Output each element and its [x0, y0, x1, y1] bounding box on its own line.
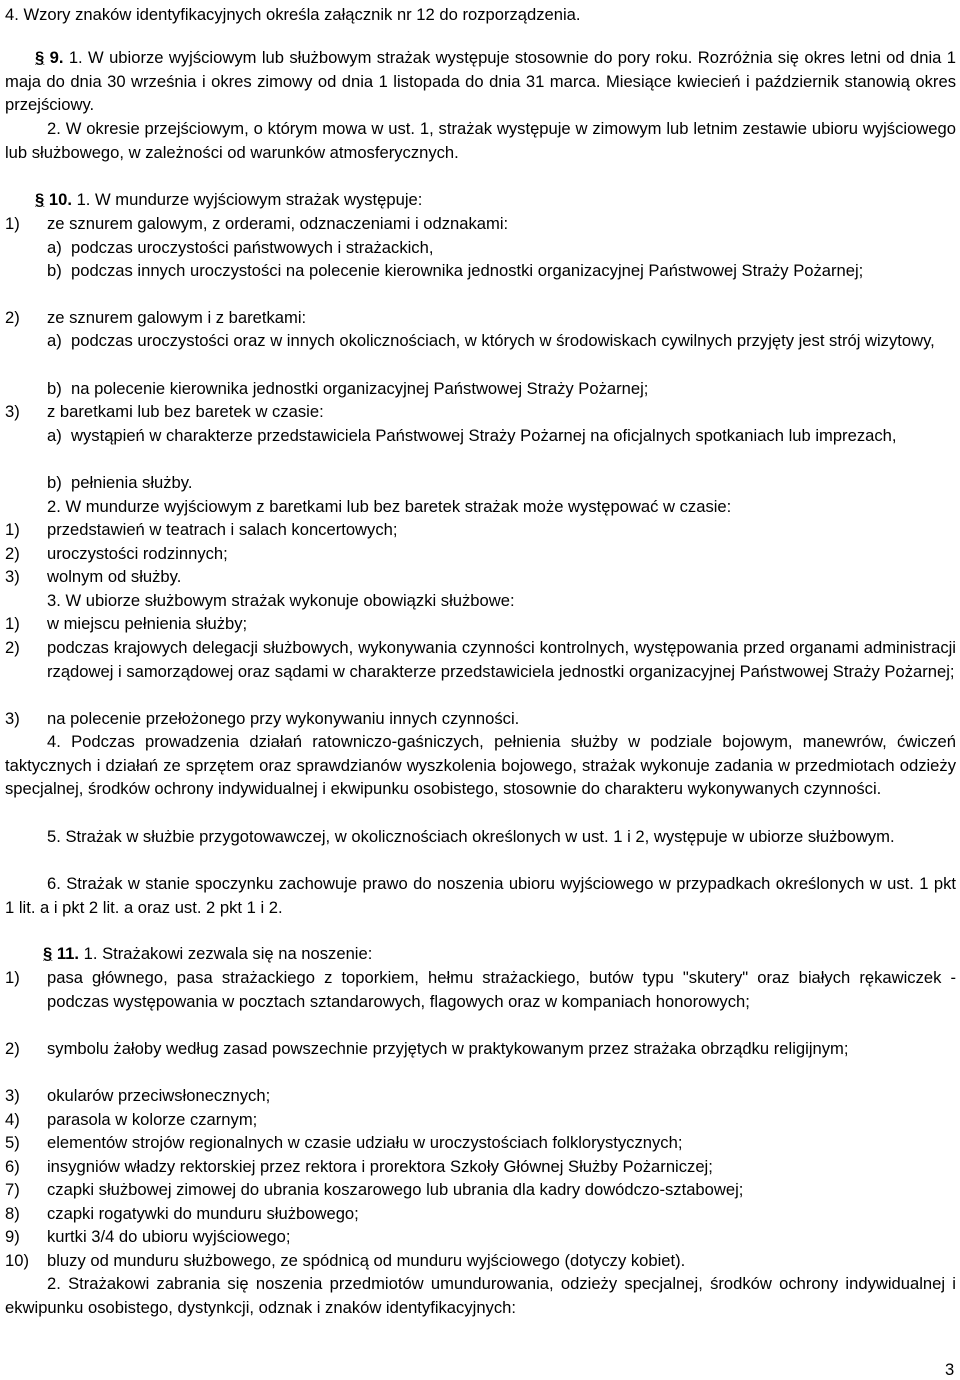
- section-10-intro: [5, 188, 956, 212]
- item-text: podczas krajowych delegacji służbowych, wykonywania czynności kontrolnych, występowania przed organami administracji rządowej i samorządowej oraz sądami w charakterze przedstawiciela jednostki organizacyjnej Państwowej Straży Pożarnej;: [47, 638, 956, 681]
- section-10-paragraph-4: 4. Podczas prowadzenia działań ratowniczo-gaśniczych, pełnienia służby w podziale bojowym, manewrów, ćwiczeń taktycznych i działań ze sprzętem oraz sprawdzianów wyszkolenia bojowego, strażak wykonuje zadania w przedmiotach odzieży specjalnej, środków ochrony indywidualnej i ekwipunku osobistego, stosownie do charakteru wykonywanych czynności.: [5, 732, 956, 799]
- item-text: insygniów władzy rektorskiej przez rektora i prorektora Szkoły Głównej Służby Pożarniczej;: [47, 1157, 713, 1176]
- item-text: okularów przeciwsłonecznych;: [47, 1086, 271, 1105]
- item-number: 2): [5, 308, 20, 327]
- item-text: ze sznurem galowym, z orderami, odznaczeniami i odznakami:: [47, 214, 509, 233]
- list-item: [5, 1178, 956, 1202]
- section-number: 9.: [49, 48, 64, 67]
- list-subitem: [47, 471, 956, 495]
- list-item: [5, 306, 956, 330]
- item-text: wolnym od służby.: [47, 567, 182, 586]
- paragraph-text: 1. W mundurze wyjściowym strażak występuje:: [76, 190, 423, 209]
- item-text: na polecenie przełożonego przy wykonywaniu innych czynności.: [47, 709, 520, 728]
- list-item: [5, 612, 956, 636]
- item-number: 1): [5, 968, 20, 987]
- list-item: [5, 1225, 956, 1249]
- item-text: przedstawień w teatrach i salach koncertowych;: [47, 520, 398, 539]
- list-item: [5, 1202, 956, 1226]
- list-subitem: [47, 329, 956, 353]
- paragraph-text: 1. W ubiorze wyjściowym lub służbowym strażak występuje stosownie do pory roku. Rozróżnia się okres letni od dnia 1 maja do dnia 30 września i okres zimowy od dnia 1 listopada do dnia 31 marca. Miesiące kwiecień i październik stanowią okres przejściowy.: [5, 48, 956, 115]
- item-number: 7): [5, 1180, 20, 1199]
- list-item: [5, 1084, 956, 1108]
- section-11-intro: [5, 942, 956, 966]
- list-item: [5, 542, 956, 566]
- item-text: podczas uroczystości państwowych i strażackich,: [71, 238, 434, 257]
- section-9-paragraph-2: 2. W okresie przejściowym, o którym mowa w ust. 1, strażak występuje w zimowym lub letnim zestawie ubioru wyjściowego lub służbowego, w zależności od warunków atmosferycznych.: [5, 119, 956, 162]
- item-text: podczas innych uroczystości na polecenie kierownika jednostki organizacyjnej Państwowej Straży Pożarnej;: [71, 261, 864, 280]
- item-number: 2): [5, 1039, 20, 1058]
- item-number: 1): [5, 520, 20, 539]
- item-text: ze sznurem galowym i z baretkami:: [47, 308, 307, 327]
- list-item: [5, 565, 956, 589]
- item-number: 3): [5, 567, 20, 586]
- item-text: czapki służbowej zimowej do ubrania koszarowego lub ubrania dla kadry dowódczo-sztabowej;: [47, 1180, 744, 1199]
- list-item: [5, 212, 956, 236]
- section-10-paragraph-3: 3. W ubiorze służbowym strażak wykonuje obowiązki służbowe:: [47, 591, 515, 610]
- section-11-paragraph-2: 2. Strażakowi zabrania się noszenia przedmiotów umundurowania, odzieży specjalnej, środków ochrony indywidualnej i ekwipunku osobistego, dystynkcji, odznak i znaków identyfikacyjnych:: [5, 1274, 956, 1317]
- list-item: [5, 1108, 956, 1132]
- item-letter: b): [47, 379, 62, 398]
- item-number: 2): [5, 638, 20, 657]
- item-number: 3): [5, 402, 20, 421]
- section-10-paragraph-5: 5. Strażak w służbie przygotowawczej, w okolicznościach określonych w ust. 1 i 2, występuje w ubiorze służbowym.: [47, 827, 895, 846]
- list-subitem: [47, 259, 956, 283]
- item-letter: a): [47, 331, 62, 350]
- list-item: [5, 636, 956, 683]
- item-text: czapki rogatywki do munduru służbowego;: [47, 1204, 359, 1223]
- paragraph-4: 4. Wzory znaków identyfikacyjnych określa załącznik nr 12 do rozporządzenia.: [5, 5, 581, 24]
- item-text: w miejscu pełnienia służby;: [47, 614, 248, 633]
- item-text: parasola w kolorze czarnym;: [47, 1110, 258, 1129]
- item-number: 3): [5, 1086, 20, 1105]
- list-item: [5, 400, 956, 424]
- item-text: podczas uroczystości oraz w innych okolicznościach, w których w środowiskach cywilnych przyjęty jest strój wizytowy,: [71, 331, 935, 350]
- item-text: z baretkami lub bez baretek w czasie:: [47, 402, 324, 421]
- page-number: 3: [945, 1360, 955, 1379]
- list-item: [5, 1037, 956, 1061]
- list-item: [5, 1249, 956, 1273]
- item-text: uroczystości rodzinnych;: [47, 544, 228, 563]
- item-text: kurtki 3/4 do ubioru wyjściowego;: [47, 1227, 291, 1246]
- list-item: [5, 966, 956, 1013]
- section-number: 10.: [48, 190, 72, 209]
- item-number: 9): [5, 1227, 20, 1246]
- item-text: elementów strojów regionalnych w czasie udziału w uroczystościach folklorystycznych;: [47, 1133, 683, 1152]
- list-item: [5, 707, 956, 731]
- item-number: 3): [5, 709, 20, 728]
- item-number: 4): [5, 1110, 20, 1129]
- item-number: 1): [5, 214, 20, 233]
- section-9-paragraph-1: [5, 46, 956, 117]
- item-letter: a): [47, 238, 62, 257]
- item-number: 1): [5, 614, 20, 633]
- item-text: pełnienia służby.: [71, 473, 193, 492]
- section-10-paragraph-2: 2. W mundurze wyjściowym z baretkami lub bez baretek strażak może występować w czasie:: [47, 497, 732, 516]
- section-10-paragraph-6: 6. Strażak w stanie spoczynku zachowuje prawo do noszenia ubioru wyjściowego w przypadkach określonych w ust. 1 pkt 1 lit. a i pkt 2 lit. a oraz ust. 2 pkt 1 i 2.: [5, 874, 956, 917]
- item-number: 8): [5, 1204, 20, 1223]
- list-item: [5, 1131, 956, 1155]
- section-symbol: §: [35, 48, 45, 67]
- item-text: pasa głównego, pasa strażackiego z toporkiem, hełmu strażackiego, butów typu "skutery" oraz białych rękawiczek - podczas występowania w pocztach sztandarowych, flagowych oraz w kompaniach honorowych;: [47, 968, 956, 1011]
- list-subitem: [47, 377, 956, 401]
- section-number: 11.: [56, 944, 80, 963]
- item-number: 5): [5, 1133, 20, 1152]
- section-symbol: §: [35, 190, 45, 209]
- paragraph-text: 1. Strażakowi zezwala się na noszenie:: [83, 944, 373, 963]
- list-item: [5, 518, 956, 542]
- list-subitem: [47, 236, 956, 260]
- item-number: 2): [5, 544, 20, 563]
- item-text: wystąpień w charakterze przedstawiciela Państwowej Straży Pożarnej na oficjalnych spotkaniach lub imprezach,: [71, 426, 897, 445]
- item-letter: a): [47, 426, 62, 445]
- item-letter: b): [47, 473, 62, 492]
- list-item: [5, 1155, 956, 1179]
- item-number: 10): [5, 1251, 29, 1270]
- section-symbol: §: [43, 944, 53, 963]
- item-text: na polecenie kierownika jednostki organizacyjnej Państwowej Straży Pożarnej;: [71, 379, 649, 398]
- item-letter: b): [47, 261, 62, 280]
- list-subitem: [47, 424, 956, 448]
- item-text: bluzy od munduru służbowego, ze spódnicą od munduru wyjściowego (dotyczy kobiet).: [47, 1251, 686, 1270]
- item-number: 6): [5, 1157, 20, 1176]
- item-text: symbolu żałoby według zasad powszechnie przyjętych w praktykowanym przez strażaka obrządku religijnym;: [47, 1039, 849, 1058]
